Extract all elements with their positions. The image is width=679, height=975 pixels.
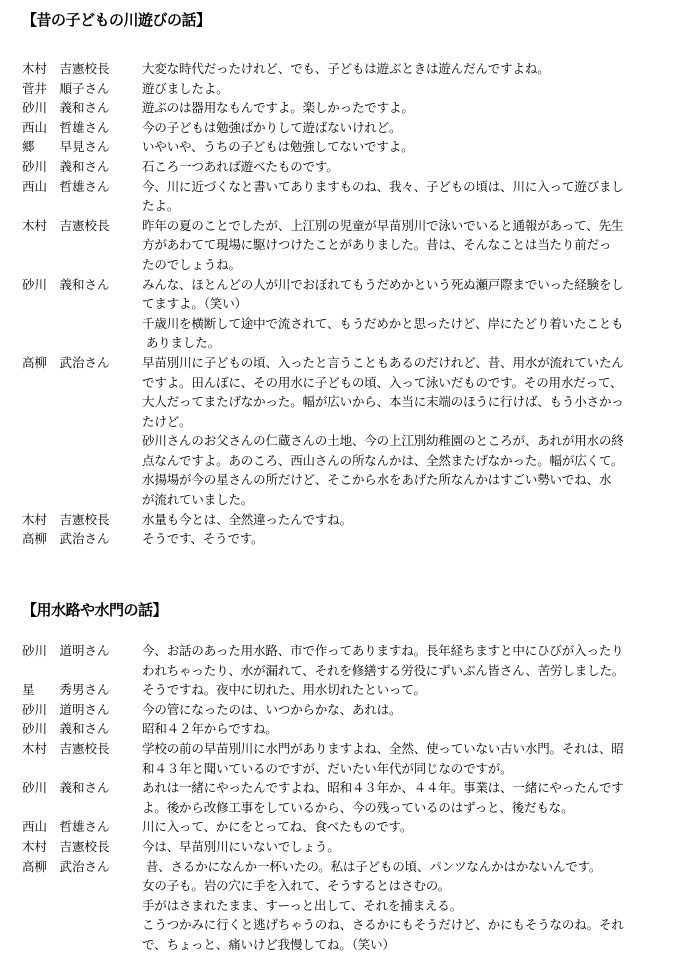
speech-text [142,719,672,739]
speaker-name: 高柳 武治さん [22,531,110,547]
speech-line: 石ころ一つあれば遊べたものです。 [142,158,339,174]
speaker-name: 西山 哲雄さん [22,819,110,835]
transcript-entry [22,680,672,700]
transcript-entry [22,700,672,720]
speech-text [142,137,672,157]
speech-line: よ。後から改修工事をしているから、今の残っているのはずっと、後だもな。 [142,799,574,815]
speaker-name: 木村 吉憲校長 [22,740,110,756]
speech-line: 昨年の夏のことでしたが、上江別の児童が早苗別川で泳いでいると通報があって、先生 [142,217,624,233]
transcript-entry [22,739,672,778]
speech-line: 砂川さんのお父さんの仁蔵さんの土地、今の上江別幼稚園のところが、あれが用水の終 [142,433,624,449]
speech-line: そうです、そうです。 [142,531,264,547]
speaker-name: 木村 吉憲校長 [22,511,110,527]
speaker-name: 砂川 道明さん [22,701,110,717]
transcript-entry [22,157,672,177]
transcript-entry [22,98,672,118]
speech-text [142,739,672,778]
speech-line: ですよ。田んぼに、その用水に子どもの頃、入って泳いだものです。その用水だって、 [142,374,623,390]
speech-text [142,59,672,79]
speech-text [142,817,672,837]
transcript-entry [22,118,672,138]
speech-line: 学校の前の早苗別川に水門がありますよね、全然、使っていない古い水門。それは、昭 [142,740,624,756]
speech-line: みんな、ほとんどの人が川でおぼれてもうだめかという死ぬ瀬戸際までいった経験をし [142,276,624,292]
transcript-entry [22,719,672,739]
transcript-entry [22,529,672,549]
speech-line: 大変な時代だったけれど、でも、子どもは遊ぶときは遊んだんですよね。 [142,61,550,76]
speaker-name: 木村 吉憲校長 [22,217,110,233]
speaker-name: 砂川 義和さん [22,780,110,796]
speaker-name: 高柳 武治さん [22,858,110,874]
speech-line: たよ。 [142,198,180,214]
speech-line: たけど。 [142,413,192,429]
speech-text [142,641,672,680]
speech-line: あれは一緒にやったんですよね、昭和４３年か、４４年。事業は、一緒にやったんです [142,780,624,796]
speech-text [142,778,672,817]
speech-line: 昭和４２年からですね。 [142,721,278,737]
speech-line: 今は、早苗別川にいないでしょう。 [142,838,340,854]
transcript-entry [22,837,672,857]
speech-line: 水揚場が今の星さんの所だけど、そこから水をあげた所なんかはすごい勢いでね、水 [142,472,612,488]
section-title-irrigation: 【用水路や水門の話】 [22,601,168,619]
speech-line: 遊ぶのは器用なもんですよ。楽しかったですよ。 [142,100,414,116]
speaker-name: 西山 哲雄さん [22,119,110,135]
speech-line: 方があわてて現場に駆けつけたことがありました。昔は、そんなことは当たり前だっ [142,237,612,253]
speech-line: 水量も今とは、全然違ったんですね。 [142,511,352,527]
speech-line: 遊びましたよ。 [142,80,229,96]
speaker-name: 砂川 道明さん [22,643,110,658]
speech-line: 今、お話のあった用水路、市で作ってありますね。長年経ちますと中にひびが入ったり [142,643,624,658]
speech-line: 川に入って、かにをとってね、食べたものです。 [142,819,413,835]
speech-text [142,353,672,510]
transcript-entry [22,641,672,680]
speech-text [142,79,672,99]
speech-text [142,837,672,857]
speech-line: が流れていました。 [142,492,254,508]
speech-text [142,510,672,530]
transcript-entry [22,275,672,353]
speech-line: われちゃったり、水が漏れて、それを修繕する労役にずいぶん皆さん、苦労しました。 [142,662,625,678]
section-title-river-play: 【昔の子どもの川遊びの話】 [22,11,211,29]
speaker-name: 木村 吉憲校長 [22,61,110,76]
transcript-entry [22,778,672,817]
speaker-name: 砂川 義和さん [22,158,110,174]
speech-line: ありました。 [142,335,220,351]
speech-line: 昔、さるかになんか一杯いたの。私は子どもの頃、パンツなんかはかないんです。 [142,858,602,874]
speaker-name: 西山 哲雄さん [22,178,110,194]
speech-line: 今の管になったのは、いつからかな、あれは。 [142,701,402,717]
transcript-entry [22,216,672,275]
transcript-entry [22,137,672,157]
transcript-entry [22,79,672,99]
speech-line: たのでしょうね。 [142,256,241,272]
speech-line: 大人だってまたげなかった。幅が広いから、本当に末端のほうに行けば、もう小さかっ [142,394,624,410]
transcript-entry [22,59,672,79]
speech-line: 今の子どもは勉強ばかりして遊ばないけれど。 [142,119,402,135]
speech-line: いやいや、うちの子どもは勉強してないですよ。 [142,139,414,155]
speech-line: てますよ。（笑い） [142,296,247,312]
transcript-entry [22,817,672,837]
speaker-name: 高柳 武治さん [22,354,110,370]
speech-line: こうつかみに行くと逃げちゃうのね、さるかにもそうだけど、かにもそうなのね。それ [142,917,624,933]
speech-line: で、ちょっと、痛いけど我慢してね。（笑い） [142,936,395,952]
speech-line: 和４３年と聞いているのですが、だいたい年代が同じなのですが。 [142,760,513,776]
speech-text [142,177,672,216]
speaker-name: 砂川 義和さん [22,721,110,737]
speech-line: 手がはさまれたまま、すーっと出して、それを捕まえる。 [142,897,462,913]
speech-line: 早苗別川に子どもの頃、入ったと言うこともあるのだけれど、昔、用水が流れていたん [142,354,624,370]
speaker-name: 星 秀男さん [22,682,110,698]
speech-line: 女の子も。岩の穴に手を入れて、そうするとはさむの。 [142,878,451,894]
speech-text [142,157,672,177]
speaker-name: 砂川 義和さん [22,276,110,292]
speaker-name: 菅井 順子さん [22,80,110,96]
speech-text [142,529,672,549]
speech-text [142,275,672,353]
speech-line: 今、川に近づくなと書いてありますものね、我々、子どもの頃は、川に入って遊びまし [142,178,624,194]
speech-text [142,118,672,138]
transcript-entry [22,857,672,955]
speaker-name: 郷 早見さん [22,139,110,155]
speech-text [142,216,672,275]
transcript-entry [22,177,672,216]
speech-line: 千歳川を横断して途中で流されて、もうだめかと思ったけど、岸にたどり着いたことも [142,315,624,331]
transcript-entry [22,510,672,530]
transcript-river-play [22,59,672,549]
speech-text [142,98,672,118]
transcript-irrigation [22,641,672,955]
speech-line: 点なんですよ。あのころ、西山さんの所なんかは、全然またげなかった。幅が広くて。 [142,452,624,468]
transcript-entry [22,353,672,510]
speaker-name: 木村 吉憲校長 [22,838,110,854]
speech-line: そうですね。夜中に切れた、用水切れたといって。 [142,682,426,698]
speaker-name: 砂川 義和さん [22,100,110,116]
speech-text [142,700,672,720]
speech-text [142,857,672,955]
speech-text [142,680,672,700]
